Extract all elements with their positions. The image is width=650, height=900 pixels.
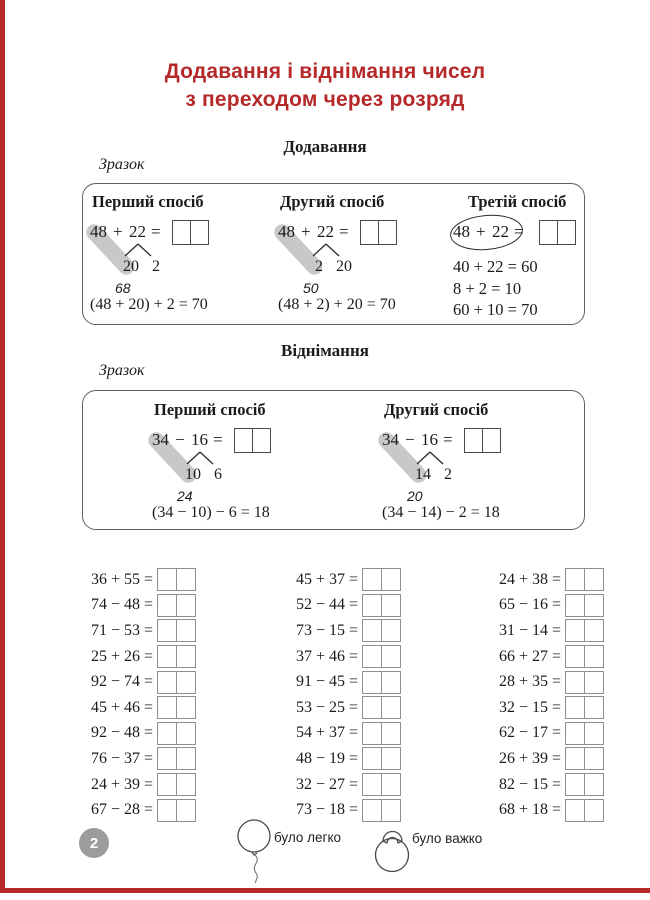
- exercise-row: [285, 644, 401, 670]
- decomposition-part: 2: [152, 258, 160, 275]
- answer-cell: [565, 696, 585, 719]
- answer-cell: [157, 671, 177, 694]
- operand-2: 22: [317, 222, 334, 241]
- exercise-equation: 92 − 74 =: [90, 673, 153, 691]
- answer-cell: [482, 428, 501, 453]
- answer-cell: [565, 773, 585, 796]
- answer-box: [362, 568, 401, 591]
- equals-sign: =: [339, 222, 349, 241]
- answer-cell: [381, 594, 401, 617]
- answer-cell: [362, 594, 382, 617]
- operator: +: [301, 222, 311, 241]
- answer-box: [565, 722, 604, 745]
- method-title: Другий спосіб: [280, 192, 385, 211]
- answer-cell: [381, 671, 401, 694]
- page-edge-left: [0, 0, 5, 893]
- method-title: Третій спосіб: [468, 192, 567, 211]
- answer-box: [565, 619, 604, 642]
- answer-box: [565, 568, 604, 591]
- addition-method-1: [90, 192, 275, 324]
- exercise-equation: 62 − 17 =: [498, 724, 561, 742]
- exercise-row: [80, 593, 196, 619]
- answer-box: [362, 594, 401, 617]
- answer-cell: [176, 747, 196, 770]
- exercise-row: [488, 695, 604, 721]
- answer-cell: [565, 671, 585, 694]
- exercise-equation: 37 + 46 =: [295, 647, 358, 665]
- answer-cell: [584, 799, 604, 822]
- answer-cell: [381, 773, 401, 796]
- answer-cell: [584, 619, 604, 642]
- answer-box: [360, 220, 397, 245]
- exercise-row: [488, 644, 604, 670]
- answer-cell: [381, 568, 401, 591]
- answer-box: [157, 568, 196, 591]
- answer-box: [172, 220, 209, 245]
- worked-solution: 8 + 2 = 10: [453, 278, 522, 298]
- answer-cell: [464, 428, 483, 453]
- answer-box: [565, 799, 604, 822]
- section-heading-addition: Додавання: [283, 137, 367, 156]
- answer-box: [565, 747, 604, 770]
- worked-solution: 40 + 22 = 60: [453, 257, 538, 276]
- exercise-equation: 28 + 35 =: [498, 673, 561, 691]
- answer-box: [157, 773, 196, 796]
- equals-sign: =: [213, 430, 223, 449]
- operand-2: 22: [492, 222, 509, 241]
- answer-box: [539, 220, 576, 245]
- answer-box: [362, 671, 401, 694]
- exercise-equation: 74 − 48 =: [90, 596, 153, 614]
- method-expression: [152, 430, 302, 490]
- answer-cell: [381, 645, 401, 668]
- operator: +: [113, 222, 123, 241]
- operand-2: 16: [421, 430, 438, 449]
- was-easy-label: було легко: [274, 830, 342, 845]
- answer-cell: [584, 722, 604, 745]
- answer-box: [362, 747, 401, 770]
- answer-cell: [252, 428, 271, 453]
- exercise-equation: 76 − 37 =: [90, 749, 153, 767]
- intermediate-result: 20: [407, 488, 423, 504]
- operand-1: 34: [382, 430, 399, 449]
- answer-cell: [176, 799, 196, 822]
- answer-cell: [565, 799, 585, 822]
- answer-cell: [172, 220, 191, 245]
- worked-solution: (48 + 2) + 20 = 70: [278, 296, 396, 313]
- answer-cell: [362, 773, 382, 796]
- decomposition-part: 20: [336, 258, 352, 275]
- answer-box: [464, 428, 501, 453]
- answer-box: [157, 645, 196, 668]
- operator: +: [476, 222, 486, 241]
- answer-box: [362, 645, 401, 668]
- answer-cell: [584, 671, 604, 694]
- method-title: Перший спосіб: [92, 192, 204, 211]
- answer-cell: [584, 594, 604, 617]
- exercise-equation: 26 + 39 =: [498, 749, 561, 767]
- answer-cell: [176, 594, 196, 617]
- equals-sign: =: [443, 430, 453, 449]
- subtraction-method-2: [382, 400, 567, 532]
- answer-cell: [378, 220, 397, 245]
- exercise-equation: 45 + 46 =: [90, 698, 153, 716]
- decomposition-fork: [309, 243, 343, 257]
- worked-solution-lines: [453, 256, 538, 321]
- exercise-equation: 48 − 19 =: [295, 749, 358, 767]
- decomposition-fork: [183, 451, 217, 465]
- method-expression: [382, 430, 532, 490]
- exercise-row: [488, 721, 604, 747]
- exercise-equation: 45 + 37 =: [295, 570, 358, 588]
- answer-cell: [584, 568, 604, 591]
- answer-box: [157, 671, 196, 694]
- decomposition-fork: [413, 451, 447, 465]
- exercise-row: [488, 772, 604, 798]
- exercise-equation: 54 + 37 =: [295, 724, 358, 742]
- operator: −: [175, 430, 185, 449]
- answer-box: [565, 645, 604, 668]
- operand-1: 48: [278, 222, 295, 241]
- exercise-row: [80, 746, 196, 772]
- exercise-row: [488, 618, 604, 644]
- worked-solution: 60 + 10 = 70: [453, 300, 538, 319]
- page-title-line1: Додавання і віднімання чисел: [164, 60, 486, 83]
- exercise-row: [488, 669, 604, 695]
- operator: −: [405, 430, 415, 449]
- sample-label: Зразок: [99, 156, 145, 173]
- answer-cell: [565, 594, 585, 617]
- answer-box: [362, 773, 401, 796]
- addition-method-2: [278, 192, 463, 324]
- answer-cell: [176, 619, 196, 642]
- exercise-row: [80, 669, 196, 695]
- worked-solution: (34 − 10) − 6 = 18: [152, 504, 270, 521]
- exercise-equation: 68 + 18 =: [498, 801, 561, 819]
- answer-cell: [362, 747, 382, 770]
- exercise-row: [80, 772, 196, 798]
- answer-cell: [360, 220, 379, 245]
- answer-cell: [157, 722, 177, 745]
- answer-cell: [584, 747, 604, 770]
- intermediate-result: 24: [177, 488, 193, 504]
- decomposition-part: 2: [315, 258, 323, 275]
- answer-cell: [157, 594, 177, 617]
- answer-cell: [362, 645, 382, 668]
- answer-cell: [157, 619, 177, 642]
- operand-2: 16: [191, 430, 208, 449]
- addition-method-3: [453, 192, 638, 324]
- answer-cell: [381, 696, 401, 719]
- exercise-equation: 52 − 44 =: [295, 596, 358, 614]
- decomposition-part: 6: [214, 466, 222, 483]
- decomposition-part: 10: [185, 466, 201, 483]
- operand-1: 48: [90, 222, 107, 241]
- exercise-equation: 91 − 45 =: [295, 673, 358, 691]
- intermediate-result: 68: [115, 280, 131, 296]
- answer-box: [157, 722, 196, 745]
- exercise-row: [488, 746, 604, 772]
- answer-box: [157, 594, 196, 617]
- answer-cell: [557, 220, 576, 245]
- method-title: Другий спосіб: [384, 400, 489, 419]
- page-number-badge: [79, 828, 109, 858]
- answer-cell: [565, 568, 585, 591]
- exercise-row: [80, 797, 196, 823]
- answer-cell: [176, 671, 196, 694]
- answer-cell: [157, 799, 177, 822]
- worked-solution: (48 + 20) + 2 = 70: [90, 296, 208, 313]
- operand-2: 22: [129, 222, 146, 241]
- answer-box: [157, 799, 196, 822]
- exercise-equation: 67 − 28 =: [90, 801, 153, 819]
- exercise-row: [80, 567, 196, 593]
- answer-cell: [176, 645, 196, 668]
- exercise-row: [80, 695, 196, 721]
- exercise-equation: 82 − 15 =: [498, 775, 561, 793]
- answer-cell: [584, 696, 604, 719]
- answer-cell: [381, 722, 401, 745]
- answer-box: [157, 619, 196, 642]
- subtraction-method-1: [152, 400, 337, 532]
- exercise-row: [285, 746, 401, 772]
- exercise-row: [285, 695, 401, 721]
- answer-cell: [362, 671, 382, 694]
- answer-box: [565, 594, 604, 617]
- operand-1: 34: [152, 430, 169, 449]
- answer-box: [362, 619, 401, 642]
- exercise-row: [488, 797, 604, 823]
- sample-label: Зразок: [99, 362, 145, 379]
- method-expression: [90, 222, 240, 282]
- answer-cell: [381, 619, 401, 642]
- decomposition-part: 14: [415, 466, 431, 483]
- exercise-equation: 24 + 38 =: [498, 570, 561, 588]
- exercise-column-2: [285, 567, 401, 823]
- answer-cell: [362, 696, 382, 719]
- exercise-row: [488, 567, 604, 593]
- answer-box: [362, 722, 401, 745]
- answer-box: [565, 696, 604, 719]
- exercise-row: [285, 593, 401, 619]
- exercise-row: [285, 618, 401, 644]
- answer-cell: [157, 773, 177, 796]
- exercise-equation: 32 − 15 =: [498, 698, 561, 716]
- exercise-equation: 73 − 18 =: [295, 801, 358, 819]
- answer-cell: [157, 747, 177, 770]
- answer-cell: [362, 568, 382, 591]
- exercise-row: [488, 593, 604, 619]
- answer-box: [234, 428, 271, 453]
- exercise-row: [285, 772, 401, 798]
- answer-cell: [176, 722, 196, 745]
- method-expression: [278, 222, 428, 282]
- exercise-equation: 65 − 16 =: [498, 596, 561, 614]
- exercise-equation: 66 + 27 =: [498, 647, 561, 665]
- answer-box: [157, 696, 196, 719]
- exercise-column-1: [80, 567, 196, 823]
- page-number: 2: [89, 834, 99, 852]
- page-title-line2: з переходом через розряд: [185, 88, 465, 111]
- exercise-equation: 32 − 27 =: [295, 775, 358, 793]
- exercise-row: [285, 567, 401, 593]
- method-title: Перший спосіб: [154, 400, 266, 419]
- intermediate-result: 50: [303, 280, 319, 296]
- equals-sign: =: [151, 222, 161, 241]
- answer-cell: [157, 568, 177, 591]
- exercise-row: [80, 618, 196, 644]
- answer-cell: [176, 568, 196, 591]
- answer-cell: [565, 619, 585, 642]
- decomposition-fork: [121, 243, 155, 257]
- answer-cell: [565, 645, 585, 668]
- exercise-equation: 71 − 53 =: [90, 621, 153, 639]
- answer-cell: [584, 645, 604, 668]
- answer-cell: [539, 220, 558, 245]
- exercise-equation: 92 − 48 =: [90, 724, 153, 742]
- answer-box: [565, 671, 604, 694]
- answer-box: [565, 773, 604, 796]
- answer-cell: [565, 722, 585, 745]
- answer-cell: [381, 747, 401, 770]
- decomposition-part: 2: [444, 466, 452, 483]
- operand-1: 48: [453, 222, 470, 241]
- kettlebell-icon: [371, 816, 417, 874]
- exercise-equation: 53 − 25 =: [295, 698, 358, 716]
- answer-cell: [565, 747, 585, 770]
- answer-box: [362, 696, 401, 719]
- answer-box: [157, 747, 196, 770]
- exercise-equation: 24 + 39 =: [90, 775, 153, 793]
- answer-cell: [234, 428, 253, 453]
- answer-cell: [584, 773, 604, 796]
- answer-cell: [362, 722, 382, 745]
- answer-cell: [157, 696, 177, 719]
- exercise-column-3: [488, 567, 604, 823]
- answer-cell: [190, 220, 209, 245]
- exercise-row: [285, 721, 401, 747]
- equals-sign: =: [514, 222, 524, 241]
- exercise-row: [80, 644, 196, 670]
- exercise-row: [285, 669, 401, 695]
- exercise-equation: 31 − 14 =: [498, 621, 561, 639]
- decomposition-part: 20: [123, 258, 139, 275]
- worked-solution: (34 − 14) − 2 = 18: [382, 504, 500, 521]
- section-heading-subtraction: Віднімання: [281, 341, 369, 360]
- exercise-row: [80, 721, 196, 747]
- was-hard-label: було важко: [412, 831, 483, 846]
- answer-cell: [176, 773, 196, 796]
- answer-cell: [157, 645, 177, 668]
- page-edge-bottom: [0, 888, 650, 893]
- answer-cell: [176, 696, 196, 719]
- exercise-equation: 25 + 26 =: [90, 647, 153, 665]
- balloon-icon: [233, 815, 281, 883]
- exercise-equation: 73 − 15 =: [295, 621, 358, 639]
- exercise-equation: 36 + 55 =: [90, 570, 153, 588]
- answer-cell: [362, 619, 382, 642]
- page-title: [0, 58, 650, 114]
